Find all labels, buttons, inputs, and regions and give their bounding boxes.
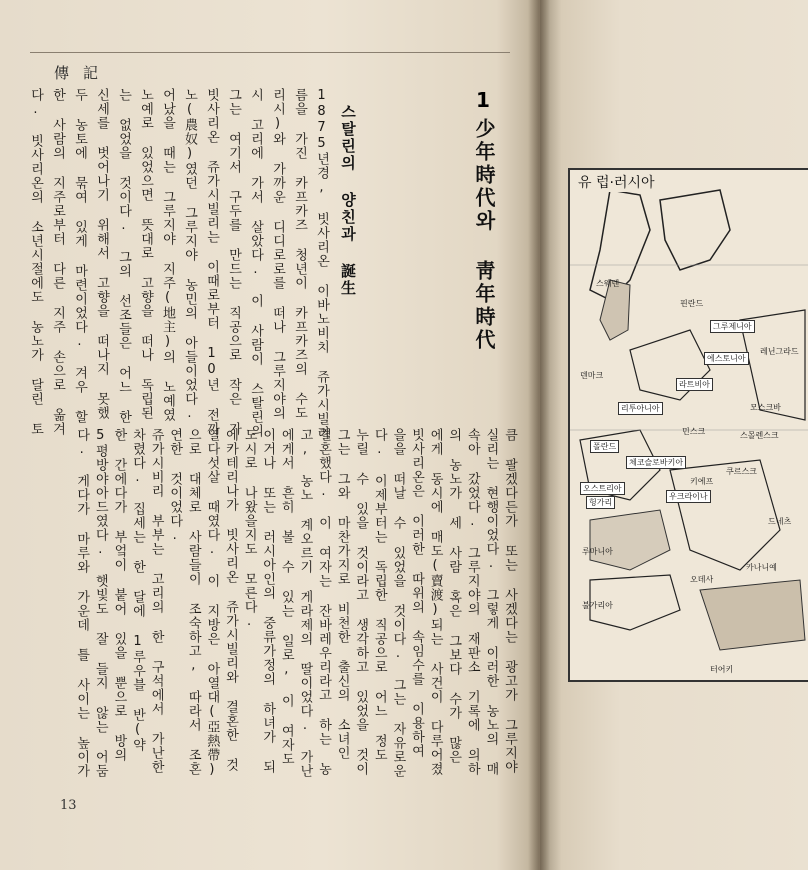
map-label: 레닌그라드 <box>760 347 799 356</box>
text-column-upper: 노예로 있었으면 뜻대로 고향을 떠나 독립된 <box>138 88 153 420</box>
text-column-lower: 이거나 또는 러시아인의 중류가정의 하녀가 되 <box>260 428 276 774</box>
text-column-lower: 다. 이제부터는 독립한 직공으로 어느 정도 <box>371 428 387 762</box>
map-label: 루마니아 <box>582 547 613 556</box>
map-label: 덴마크 <box>580 371 604 380</box>
text-column-upper: 다. 빗사리온의 소년시절에도 농노가 달린 토 <box>28 88 43 436</box>
chapter-number: 1 <box>476 88 490 112</box>
text-column-lower: 큼 팔겠다든가 또는 사겠다는 광고가 그루지야 <box>502 428 517 774</box>
map-label: 체코슬로바키아 <box>626 456 686 469</box>
text-column-lower: 쥬가시비리 부부는 고리의 한 구석에서 가난한 <box>148 428 164 774</box>
text-column-lower: 다. 게다가 마루와 가운데 틀 사이는 높이가 <box>74 428 90 778</box>
map-label: 헝가리 <box>586 496 615 509</box>
text-column-lower: 실리는 현행이었다. 그렇게 이러한 농노의 매 <box>483 428 499 776</box>
map-label: 쿠르스크 <box>726 467 757 476</box>
map-label: 스몰렌스크 <box>740 431 779 440</box>
map-label: 드네츠 <box>768 517 792 526</box>
text-column-lower: 을을 떠날 수 있었을 것이다. 그는 자유로운 <box>390 428 406 778</box>
text-column-upper: 노(農奴)였던 그루지야 농민의 아들이었다. <box>182 88 197 422</box>
map-label: 터어키 <box>710 665 734 674</box>
text-column-upper: 름을 가진 카프카즈 청년이 카프카즈의 수도 <box>292 88 307 420</box>
header-rule <box>30 52 510 53</box>
text-column-upper: 한 사람의 지주로부터 다른 지주 손으로 옮겨 <box>50 88 65 436</box>
map-label: 카나니예 <box>746 563 777 572</box>
page-number: 13 <box>60 798 77 813</box>
map-label: 불가리아 <box>582 601 613 610</box>
map-label: 모스크바 <box>750 403 781 412</box>
map-label: 키에프 <box>690 477 714 486</box>
map-label: 그루제니아 <box>710 320 755 333</box>
text-column-lower: 빗사리온은 이러한 따위의 속임수를 이용하여 <box>409 428 424 758</box>
running-header: 傳記 <box>54 64 113 82</box>
europe-russia-map <box>568 168 808 682</box>
map-label: 오데사 <box>690 575 714 584</box>
text-column-lower: 차렸다. 집세는 한 달에 1루우블 반(약 <box>130 428 145 752</box>
map-label: 에스토니아 <box>704 352 749 365</box>
text-column-upper: 1875년경, 빗사리온 이바노비치 쥬가시빌리 <box>314 88 329 440</box>
text-column-upper: 두 농토에 묶여 있게 마련이었다. 겨우 할 <box>72 88 87 424</box>
book-gutter <box>528 0 550 870</box>
map-label: 오스트리아 <box>580 482 625 495</box>
text-column-lower: 결혼했다. 이 여자는 잔바레우리라고 하는 농 <box>316 428 331 776</box>
text-column-lower: 연한 것이었다. <box>167 428 183 544</box>
map-label: 리투아니아 <box>618 402 663 415</box>
section-title: 스탈린의 양친과 誕生 <box>339 104 357 297</box>
map-label: 스웨덴 <box>596 279 620 288</box>
text-column-upper: 신세를 벗어나기 위해서 고향을 떠나지 못했 <box>94 88 109 420</box>
map-caption: 유 럽·러시아 <box>574 172 659 192</box>
text-column-upper: 는 없었을 것이다. 그의 선조들은 어느 한 <box>116 88 131 424</box>
text-column-lower: 한 간에다가 부엌이 붙어 있을 뿐으로 방의 <box>111 428 127 762</box>
text-column-lower: 에게서 흔히 볼 수 있는 일로, 이 여자도 <box>278 428 294 766</box>
text-column-lower: 으로 대체로 사람들이 조숙하고, 따라서 조혼 <box>185 428 201 776</box>
text-column-lower: 의 농노가 세 사람 혹은 그보다 수가 많은 <box>446 428 462 764</box>
map-label: 민스크 <box>682 427 706 436</box>
map-label: 폴란드 <box>590 440 619 453</box>
text-column-upper: 시 고리에 가서 살았다. 이 사람이 스탈린의 <box>248 88 263 438</box>
text-column-lower: 그는 그와 마찬가지로 비천한 출신의 소녀인 <box>334 428 350 760</box>
chapter-title: 少年時代와 靑年時代 <box>472 118 496 352</box>
text-column-upper: 어났을 때는 그루지야 지주(地主)의 노예였 <box>160 88 175 422</box>
text-column-lower: 속아 갔었다. 그루지야의 재판소 기록에 의하 <box>464 428 480 776</box>
text-column-upper: 리시)와 가까운 디디로로를 떠나 그루지야의 <box>270 88 285 420</box>
map-label: 우크라이나 <box>666 490 711 503</box>
text-column-upper: 빗사리온 쥬가시빌리는 이때로부터 10년 전까 <box>204 88 219 436</box>
text-column-lower: 에게 동시에 매도(賣渡)되는 사건이 다루어졌 <box>427 428 443 776</box>
text-column-lower: 고, 농노 계오르기 게라제의 딸이었다. 가난 <box>297 428 313 778</box>
text-column-upper: 그는 여기서 구두를 만드는 직공으로 작은 가 <box>226 88 241 436</box>
text-column-lower: 5평방야아드였다. 햇빛도 잘 들지 않는 어둠 <box>92 428 108 778</box>
text-column-lower: 도시로 나왔을지도 모른다. <box>241 428 257 630</box>
text-column-lower: 열다섯살 때였다. 이 지방은 아열대(亞熱帶) <box>204 428 220 778</box>
map-label: 라트비아 <box>676 378 713 391</box>
text-column-lower: 에카테리나가 빗사리온 쥬가시빌리와 결혼한 것 <box>223 428 238 772</box>
text-column-lower: 누릴 수 있을 것이라고 생각하고 있었을 것이 <box>353 428 369 776</box>
map-label: 핀란드 <box>680 299 704 308</box>
